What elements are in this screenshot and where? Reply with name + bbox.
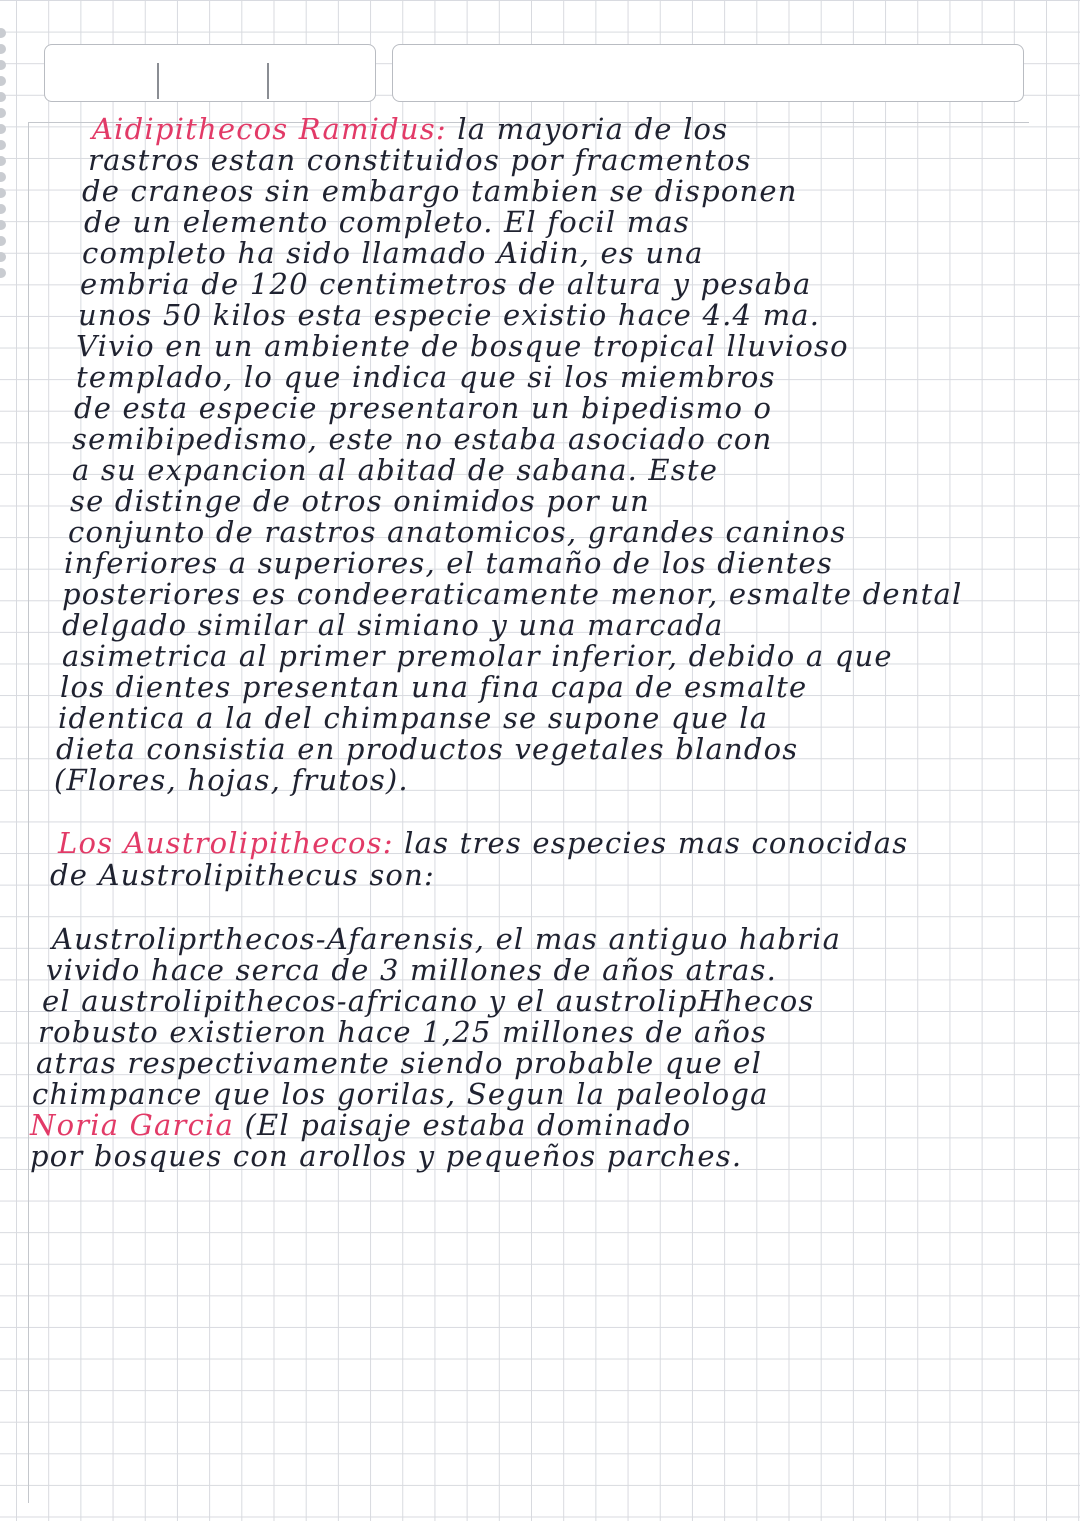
header-date-box (44, 44, 376, 102)
note-line: Vivio en un ambiente de bosque tropical lluvioso (76, 329, 849, 363)
binder-hole (0, 92, 6, 102)
binder-hole (0, 252, 6, 262)
note-text: las tres especies mas conocidas (404, 826, 909, 860)
note-line: se distinge de otros onimidos por un (70, 484, 650, 518)
note-line: a su expancion al abitad de sabana. Este (72, 453, 719, 487)
note-line: los dientes presentan una fina capa de esmalte (60, 670, 808, 704)
note-line: templado, lo que indica que si los miembros (76, 360, 776, 394)
note-line: vivido hace serca de 3 millones de años atras. (46, 953, 778, 987)
note-line: unos 50 kilos esta especie existio hace 4.4 ma. (78, 298, 821, 332)
section-heading: Aidipithecos Ramidus: (92, 112, 447, 146)
note-line: embria de 120 centimetros de altura y pesaba (80, 267, 812, 301)
note-line: dieta consistia en productos vegetales blandos (56, 732, 799, 766)
binder-hole (0, 28, 6, 38)
note-line: asimetrica al primer premolar inferior, debido a que (62, 639, 893, 673)
binder-hole (0, 172, 6, 182)
note-line: Austroliprthecos-Afarensis, el mas antiguo habria (52, 922, 842, 956)
binder-hole (0, 108, 6, 118)
section-heading: Los Austrolipithecos: (58, 826, 394, 860)
binder-hole (0, 44, 6, 54)
note-line: de Austrolipithecus son: (50, 858, 435, 892)
note-line: delgado similar al simiano y una marcada (62, 608, 724, 642)
note-line: completo ha sido llamado Aidin, es una (82, 236, 704, 270)
note-text: la mayoria de los (457, 112, 729, 146)
date-divider (157, 63, 159, 99)
binder-hole (0, 220, 6, 230)
note-line: por bosques con arollos y pequeños parches. (30, 1139, 743, 1173)
note-line: rastros estan constituidos por fracmentos (88, 143, 752, 177)
note-line: chimpance que los gorilas, Segun la paleologa (32, 1077, 769, 1111)
note-line: (Flores, hojas, frutos). (54, 763, 409, 797)
date-divider (267, 63, 269, 99)
note-line: conjunto de rastros anatomicos, grandes caninos (68, 515, 847, 549)
note-line: de esta especie presentaron un bipedismo o (74, 391, 773, 425)
note-line: inferiores a superiores, el tamaño de los dientes (64, 546, 834, 580)
note-line: semibipedismo, este no estaba asociado con (72, 422, 773, 456)
binder-hole (0, 156, 6, 166)
note-line (92, 114, 728, 145)
binder-hole (0, 60, 6, 70)
note-line: atras respectivamente siendo probable que el (36, 1046, 763, 1080)
note-line: posteriores es condeeraticamente menor, esmalte dental (62, 577, 963, 611)
note-line: de craneos sin embargo tambien se disponen (82, 174, 798, 208)
binder-hole (0, 124, 6, 134)
note-line (30, 1110, 691, 1141)
binder-hole (0, 188, 6, 198)
note-text: (El paisaje estaba dominado (244, 1108, 692, 1142)
header-title-box (392, 44, 1024, 102)
note-line (58, 828, 908, 859)
binder-hole (0, 268, 6, 278)
binder-hole (0, 76, 6, 86)
binder-hole (0, 236, 6, 246)
note-line: robusto existieron hace 1,25 millones de años (38, 1015, 768, 1049)
note-line: el austrolipithecos-africano y el austrolipHhecos (42, 984, 815, 1018)
binder-hole (0, 204, 6, 214)
note-line: identica a la del chimpanse se supone que la (58, 701, 769, 735)
author-name: Noria Garcia (30, 1108, 235, 1142)
binder-hole (0, 140, 6, 150)
note-line: de un elemento completo. El focil mas (84, 205, 690, 239)
binder-holes (0, 0, 14, 1521)
